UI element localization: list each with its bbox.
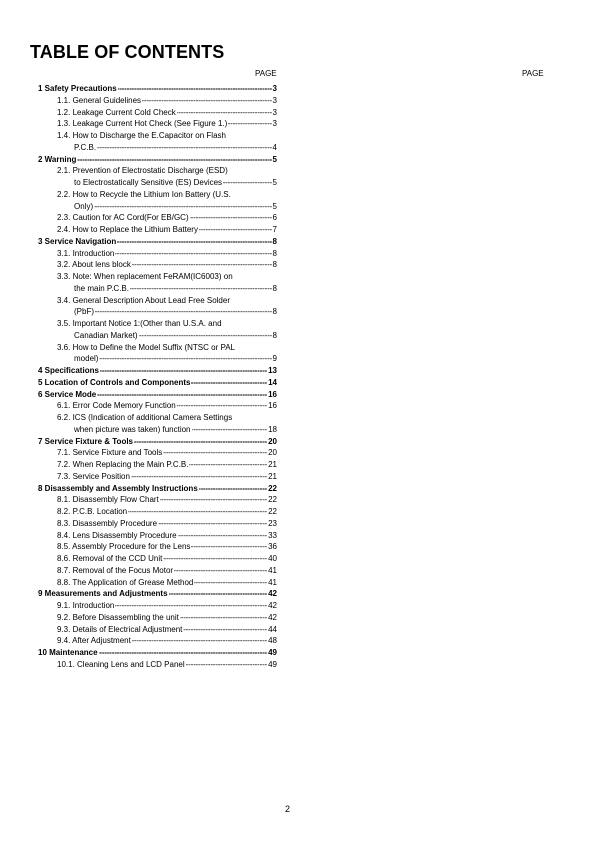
toc-entry-title: 3.4. General Description About Lead Free Solder [57, 295, 230, 305]
toc-entry [0, 248, 595, 260]
toc-entry [0, 107, 595, 119]
toc-section [0, 83, 595, 95]
toc-entry-title: 6.2. ICS (Indication of additional Camera Settings [57, 413, 233, 422]
toc-entry-page: 3 [272, 107, 277, 117]
page-title: TABLE OF CONTENTS [30, 42, 225, 62]
toc-entry-title: 3.5. Important Notice 1:(Other than U.S.A. and [57, 319, 222, 328]
dot-leader [183, 624, 267, 636]
toc-entry-title: 8 Disassembly and Assembly Instructions [38, 483, 198, 493]
dot-leader [191, 377, 267, 389]
toc-entry-title: when picture was taken) function [74, 424, 191, 434]
dot-leader [77, 154, 272, 166]
dot-leader [94, 201, 272, 213]
toc-entry-page: 8 [272, 260, 277, 270]
toc-entry-page: 14 [268, 377, 277, 387]
toc-entry-title: to Electrostatically Sensitive (ES) Devices [74, 178, 223, 187]
dot-leader [199, 224, 272, 236]
toc-entry [0, 447, 595, 459]
toc-entry-page: 6 [272, 213, 277, 223]
toc-entry-page: 49 [268, 648, 277, 657]
toc-section [0, 483, 595, 495]
dot-leader [97, 142, 272, 154]
dot-leader [132, 635, 267, 647]
toc-entry-title: 7.2. When Replacing the Main P.C.B. [57, 460, 189, 469]
dot-leader [115, 248, 272, 260]
dot-leader [194, 577, 267, 589]
toc-entry-page: 8 [272, 283, 277, 293]
toc-entry-page: 42 [268, 601, 277, 610]
toc-entry-title: 3.6. How to Define the Model Suffix (NTSC or PAL [57, 342, 236, 352]
toc-entry-page: 40 [268, 554, 277, 563]
toc-entry-page: 36 [268, 542, 277, 552]
dot-leader [189, 459, 267, 471]
toc-entry [0, 95, 595, 107]
dot-leader [191, 541, 267, 553]
toc-entry-title: 7 Service Fixture & Tools [38, 436, 133, 446]
toc-entry-page: 18 [268, 424, 277, 434]
toc-entry-title: 8.7. Removal of the Focus Motor [57, 565, 174, 575]
dot-leader [163, 553, 267, 565]
toc-entry-page: 41 [268, 565, 277, 575]
toc-entry-title: 8.3. Disassembly Procedure [57, 518, 158, 528]
toc-entry [0, 318, 595, 330]
toc-section [0, 389, 595, 401]
dot-leader [190, 212, 272, 224]
toc-entry [0, 459, 595, 471]
toc-section [0, 377, 595, 389]
toc-entry-title: 3 Service Navigation [38, 236, 117, 246]
page-number: 2 [285, 804, 291, 814]
toc-entry-page: 21 [268, 471, 277, 481]
toc-entry [0, 212, 595, 224]
dot-leader [95, 306, 272, 318]
toc-entry-page: 21 [268, 460, 277, 469]
toc-entry-title: 1.3. Leakage Current Hot Check (See Figure 1.) [57, 119, 228, 129]
toc-section [0, 365, 595, 377]
toc-section [0, 588, 595, 600]
toc-entry [0, 424, 595, 436]
toc-entry-page: 4 [272, 142, 277, 152]
toc-entry [0, 118, 595, 130]
toc-entry [0, 635, 595, 647]
toc-entry-title: the main P.C.B. [74, 283, 129, 293]
toc-entry [0, 471, 595, 483]
dot-leader [160, 494, 267, 506]
dot-leader [178, 530, 267, 542]
toc-entry-title: 8.4. Lens Disassembly Procedure [57, 530, 177, 540]
toc-entry-title: model) [74, 354, 99, 364]
toc-entry-page: 9 [272, 354, 277, 364]
dot-leader [177, 400, 267, 412]
toc-entry-page: 44 [268, 624, 277, 634]
toc-entry-title: 2.2. How to Recycle the Lithium Ion Battery (U.S. [57, 189, 231, 199]
toc-entry-page: 5 [272, 201, 277, 211]
toc-entry-title: 8.8. The Application of Grease Method [57, 577, 194, 587]
dot-leader [117, 236, 272, 248]
toc-entry-title: 1.2. Leakage Current Cold Check [57, 107, 176, 117]
toc-entry [0, 259, 595, 271]
toc-entry [0, 577, 595, 589]
toc-entry [0, 506, 595, 518]
dot-leader [163, 447, 267, 459]
toc-entry-title: 8.6. Removal of the CCD Unit [57, 554, 163, 563]
toc-entry-page: 42 [268, 612, 277, 622]
toc-entry [0, 130, 595, 142]
toc-entry [0, 624, 595, 636]
toc-entry-title: 3.3. Note: When replacement FeRAM(IC6003) on [57, 272, 233, 281]
toc-entry [0, 283, 595, 295]
toc-entry-page: 22 [268, 507, 277, 516]
toc-entry-title: 10.1. Cleaning Lens and LCD Panel [57, 659, 185, 669]
dot-leader [192, 424, 267, 436]
toc-entry-title: (PbF) [74, 307, 94, 317]
toc-entry-title: 3.1. Introduction [57, 248, 115, 258]
toc-entry [0, 600, 595, 612]
toc-entry-title: Canadian Market) [74, 330, 138, 340]
dot-leader [199, 483, 267, 495]
toc-entry [0, 295, 595, 307]
toc-entry [0, 165, 595, 177]
toc-section [0, 436, 595, 448]
toc-entry [0, 224, 595, 236]
toc-entry-page: 48 [268, 636, 277, 646]
dot-leader [177, 107, 272, 119]
dot-leader [169, 588, 267, 600]
dot-leader [132, 259, 272, 271]
toc-entry-title: 6 Service Mode [38, 389, 97, 399]
toc-entry-title: Only) [74, 201, 94, 211]
toc-entry-title: 9.1. Introduction [57, 601, 115, 610]
toc-entry [0, 142, 595, 154]
toc-entry-page: 13 [268, 366, 277, 375]
dot-leader [186, 659, 267, 671]
toc-entry-page: 16 [268, 389, 277, 399]
toc-entry [0, 541, 595, 553]
toc-entry [0, 306, 595, 318]
toc-entry-title: P.C.B. [74, 142, 97, 152]
toc-entry [0, 612, 595, 624]
toc-entry-page: 33 [268, 530, 277, 540]
dot-leader [97, 389, 267, 401]
dot-leader [139, 330, 272, 342]
toc-entry-page: 3 [272, 119, 277, 129]
dot-leader [118, 83, 272, 95]
toc-entry-title: 8.1. Disassembly Flow Chart [57, 495, 159, 505]
toc-entry-title: 10 Maintenance [38, 648, 98, 657]
dot-leader [128, 506, 267, 518]
toc-entry-page: 3 [272, 84, 277, 93]
toc-entry [0, 330, 595, 342]
toc-entry [0, 553, 595, 565]
toc-entry-title: 3.2. About lens block [57, 260, 131, 270]
toc-entry-title: 8.2. P.C.B. Location [57, 507, 128, 516]
toc-entry [0, 530, 595, 542]
dot-leader [180, 612, 267, 624]
toc-entry-title: 2 Warning [38, 154, 77, 164]
toc-entry-title: 9.2. Before Disassembling the unit [57, 612, 179, 622]
toc-entry-page: 41 [268, 577, 277, 587]
toc-entry-page: 8 [272, 307, 277, 317]
toc-entry-title: 9 Measurements and Adjustments [38, 589, 168, 599]
toc-entry-title: 2.4. How to Replace the Lithium Battery [57, 225, 198, 234]
dot-leader [131, 471, 267, 483]
dot-leader [100, 365, 267, 377]
toc-entry-page: 5 [272, 178, 277, 187]
toc-entry-title: 9.4. After Adjustment [57, 636, 131, 646]
toc-entry-page: 20 [268, 448, 277, 458]
toc-entry-page: 23 [268, 518, 277, 528]
toc-entry [0, 177, 595, 189]
page-column-header-right: PAGE [522, 69, 544, 78]
dot-leader [130, 283, 272, 295]
toc-entry [0, 565, 595, 577]
toc-entry [0, 201, 595, 213]
toc-entry [0, 659, 595, 671]
toc-entry-page: 3 [272, 95, 277, 105]
toc-entry [0, 189, 595, 201]
toc-entry [0, 353, 595, 365]
dot-leader [115, 600, 267, 612]
toc-entry [0, 342, 595, 354]
toc-section [0, 236, 595, 248]
dot-leader [142, 95, 272, 107]
toc-entry-page: 5 [272, 154, 277, 164]
toc-entry-page: 7 [272, 225, 277, 234]
toc-entry [0, 518, 595, 530]
toc-entry-title: 6.1. Error Code Memory Function [57, 401, 176, 411]
toc-entry-title: 7.1. Service Fixture and Tools [57, 448, 163, 458]
dot-leader [99, 647, 267, 659]
dot-leader [223, 177, 272, 189]
toc-entry-title: 4 Specifications [38, 366, 99, 375]
toc-entry [0, 400, 595, 412]
toc-entry-page: 22 [268, 483, 277, 493]
toc-entry [0, 412, 595, 424]
toc-entry-page: 8 [272, 236, 277, 246]
toc-entry-page: 20 [268, 436, 277, 446]
toc-entry [0, 271, 595, 283]
toc-section [0, 647, 595, 659]
toc-entry-title: 9.3. Details of Electrical Adjustment [57, 624, 183, 634]
page-column-header: PAGE [255, 69, 277, 78]
dot-leader [134, 436, 267, 448]
toc-entry-page: 8 [272, 330, 277, 340]
toc-entry-title: 8.5. Assembly Procedure for the Lens [57, 542, 191, 552]
table-of-contents [0, 83, 595, 671]
toc-entry [0, 494, 595, 506]
toc-entry-title: 1 Safety Precautions [38, 84, 117, 93]
toc-entry-title: 2.1. Prevention of Electrostatic Discharge (ESD) [57, 166, 228, 176]
toc-entry-title: 5 Location of Controls and Components [38, 377, 191, 387]
dot-leader [99, 353, 272, 365]
dot-leader [158, 518, 267, 530]
toc-entry-page: 42 [268, 589, 277, 599]
dot-leader [228, 118, 272, 130]
toc-entry-title: 1.1. General Guidelines [57, 95, 142, 105]
toc-section [0, 154, 595, 166]
toc-entry-page: 8 [272, 248, 277, 258]
toc-entry-page: 16 [268, 401, 277, 411]
dot-leader [174, 565, 267, 577]
toc-entry-page: 49 [268, 659, 277, 669]
toc-entry-page: 22 [268, 495, 277, 505]
toc-entry-title: 7.3. Service Position [57, 471, 130, 481]
toc-entry-title: 2.3. Caution for AC Cord(For EB/GC) [57, 213, 189, 223]
toc-entry-title: 1.4. How to Discharge the E.Capacitor on Flash [57, 131, 226, 140]
